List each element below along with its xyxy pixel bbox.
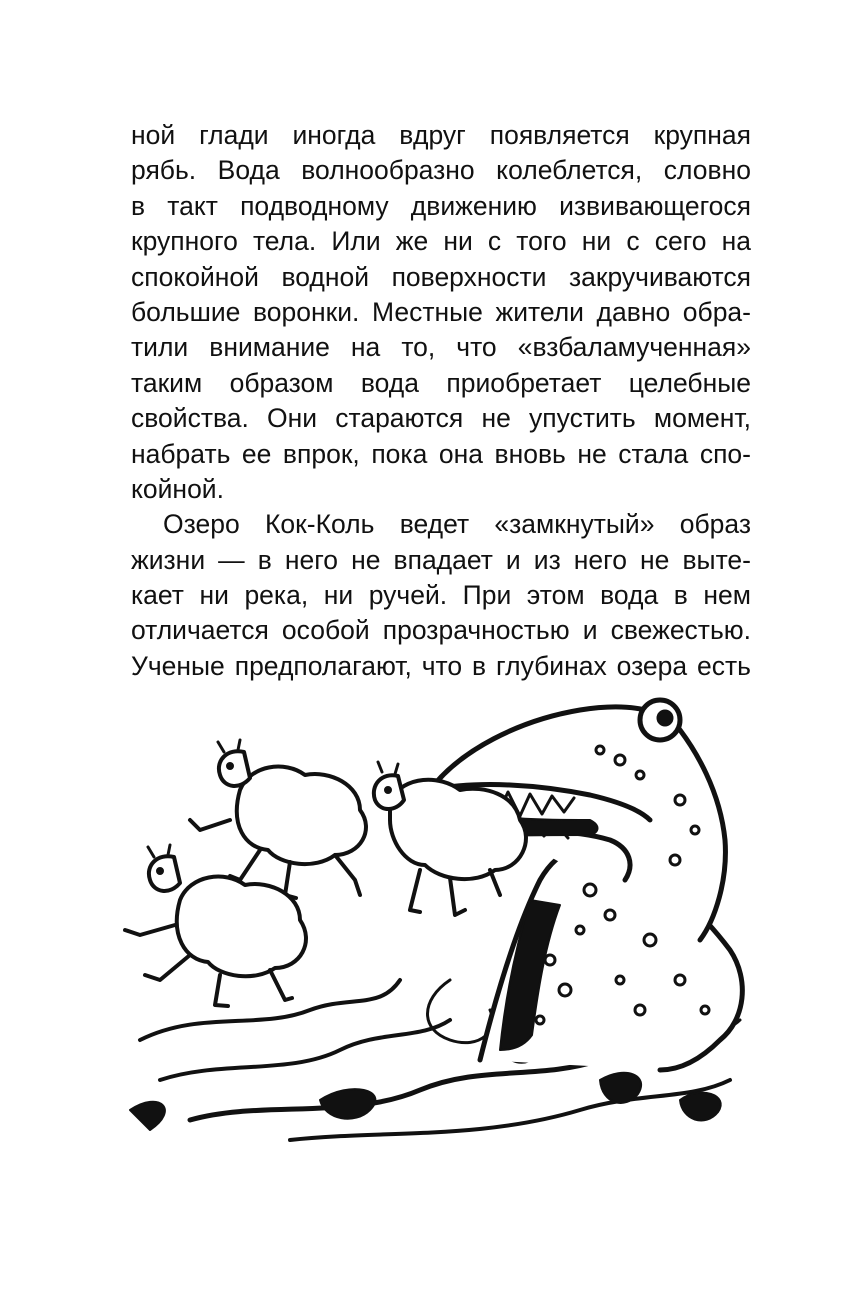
lake-monster-illustration (120, 680, 760, 1150)
text-line: таким образом вода приобретает целебные (131, 367, 751, 398)
text-line: жизни — в него не впадает и из него не выте- (131, 544, 751, 575)
text-line: большие воронки. Местные жители давно обра- (131, 296, 751, 327)
text-line: тили внимание на то, что «взбаламученная» (131, 332, 751, 363)
sheep-icon (125, 845, 306, 1006)
text-line: ной глади иногда вдруг появляется крупная (131, 120, 751, 150)
text-line: крупного тела. Или же ни с того ни с сего на (131, 226, 751, 257)
text-line: набрать ее впрок, пока она вновь не стала спо- (131, 438, 751, 469)
text-line: в такт подводному движению извивающегося (131, 190, 751, 221)
text-line: отличается особой прозрачностью и свежестью. (131, 615, 751, 646)
text-line: Озеро Кок-Коль ведет «замкнутый» образ (163, 509, 751, 540)
text-line: Ученые предполагают, что в глубинах озера есть (131, 650, 751, 681)
text-line: койной. (131, 473, 224, 504)
text-line: свойства. Они стараются не упустить момент, (131, 403, 751, 434)
body-text (131, 118, 751, 684)
text-line: рябь. Вода волнообразно колеблется, словно (131, 155, 751, 186)
monster-icon (430, 700, 742, 1070)
sheep-icon (190, 740, 366, 898)
text-line: кает ни река, ни ручей. При этом вода в нем (131, 580, 751, 611)
text-line: спокойной водной поверхности закручиваются (131, 261, 751, 292)
